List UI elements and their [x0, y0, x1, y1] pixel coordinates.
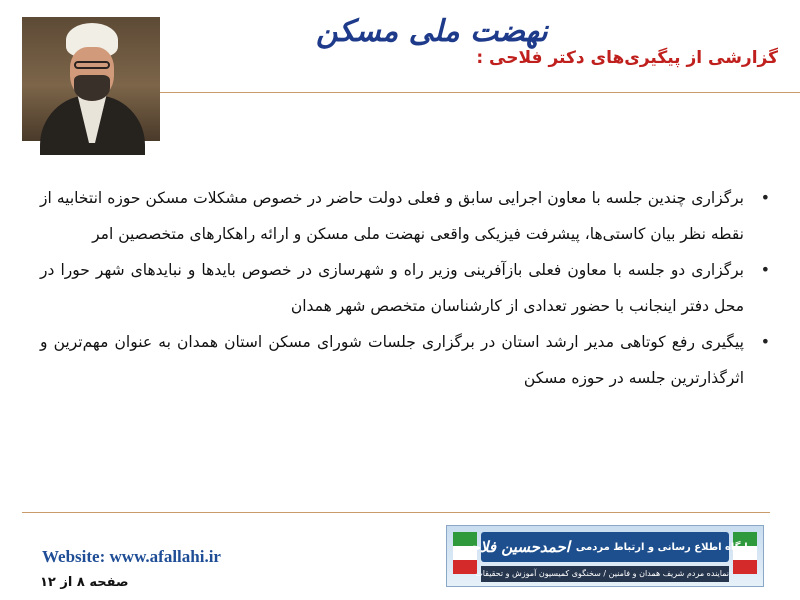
portrait-photo [22, 17, 160, 141]
banner-main-text: پایگاه اطلاع رسانی و ارتباط مردمی [575, 541, 752, 553]
report-content [40, 180, 774, 396]
list-item-text: پیگیری رفع کوتاهی مدیر ارشد استان در برگزاری جلسات شورای مسکن استان همدان به عنوان مهم‌ترین و اثرگذارترین جلسه در حوزه مسکن [40, 333, 744, 387]
page-title: گزارشی از پیگیری‌های دکتر فلاحی : [476, 48, 778, 68]
bullet-icon: • [760, 260, 770, 279]
list-item [40, 324, 774, 396]
bullet-icon: • [760, 188, 770, 207]
bullet-list [40, 180, 774, 396]
list-item [40, 180, 774, 252]
bullet-icon: • [760, 332, 770, 351]
list-item [40, 252, 774, 324]
website-link[interactable]: Website: www.afallahi.ir [42, 547, 221, 566]
banner-subtitle: نماینده مردم شریف همدان و فامنین / سخنگوی کمیسیون آموزش و تحقیقات [481, 566, 729, 582]
list-item-text: برگزاری چندین جلسه با معاون اجرایی سابق و فعلی دولت حاضر در خصوص مشکلات مسکن حوزه انتخابیه از نقطه نظر بیان کاستی‌ها، پیشرفت فیزیکی واقعی نهضت ملی مسکن و ارائه راهکارهای متخصصین امر [40, 189, 744, 243]
iran-flag-icon [733, 532, 757, 574]
banner-title [458, 532, 752, 562]
list-item-text: برگزاری دو جلسه با معاون فعلی بازآفرینی وزیر راه و شهرسازی در خصوص بایدها و نبایدهای شهر حورا در محل دفتر اینجانب با حضور تعدادی از کارشناسان متخصص شهر همدان [40, 261, 744, 315]
footer-divider [22, 512, 770, 513]
page-number: صفحه ۸ از ۱۲ [40, 575, 129, 590]
header-divider [160, 92, 800, 93]
banner-name: احمدحسین فلاحی [458, 538, 570, 556]
brand-calligraphy: نهضت ملی مسکن [316, 14, 548, 49]
banner[interactable] [446, 525, 764, 587]
